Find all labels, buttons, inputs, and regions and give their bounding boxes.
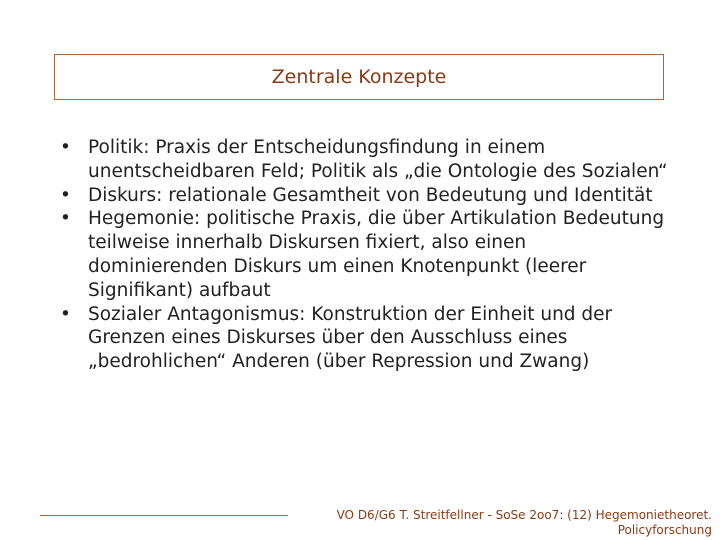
slide-title: Zentrale Konzepte [271, 66, 447, 88]
bullet-dot-icon: • [60, 208, 71, 230]
bullet-list [58, 136, 668, 374]
bullet-dot-icon: • [60, 137, 71, 158]
bullet-dot-icon: • [60, 303, 71, 325]
bullet-dot-icon: • [60, 184, 71, 206]
bullet-item [58, 136, 668, 184]
bullet-item [58, 303, 668, 374]
slide-title-box [54, 54, 664, 100]
bullet-text: Politik: Praxis der Entscheidungsfindung in einem unentscheidbaren Feld; Politik als „die Ontologie des Sozialen“ [88, 137, 668, 182]
bullet-item [58, 184, 668, 208]
bullet-text: Diskurs: relationale Gesamtheit von Bedeutung und Identität [88, 184, 653, 206]
footer-line-2: Policyforschung [617, 523, 712, 537]
bullet-text: Sozialer Antagonismus: Konstruktion der Einheit und der Grenzen eines Diskurses über den Ausschluss eines „bedrohlichen“ Anderen (über Repression und Zwang) [88, 303, 613, 373]
footer-line-1: VO D6/G6 T. Streitfellner - SoSe 2oo7: (12) Hegemonietheoret. [336, 508, 712, 522]
bullet-text: Hegemonie: politische Praxis, die über Artikulation Bedeutung teilweise innerhalb Diskursen fixiert, also einen dominierenden Diskurs um einen Knotenpunkt (leerer Signifikant) aufbaut [88, 208, 665, 301]
bullet-item [58, 207, 668, 302]
footer-text [312, 508, 712, 538]
footer-divider [40, 515, 288, 516]
